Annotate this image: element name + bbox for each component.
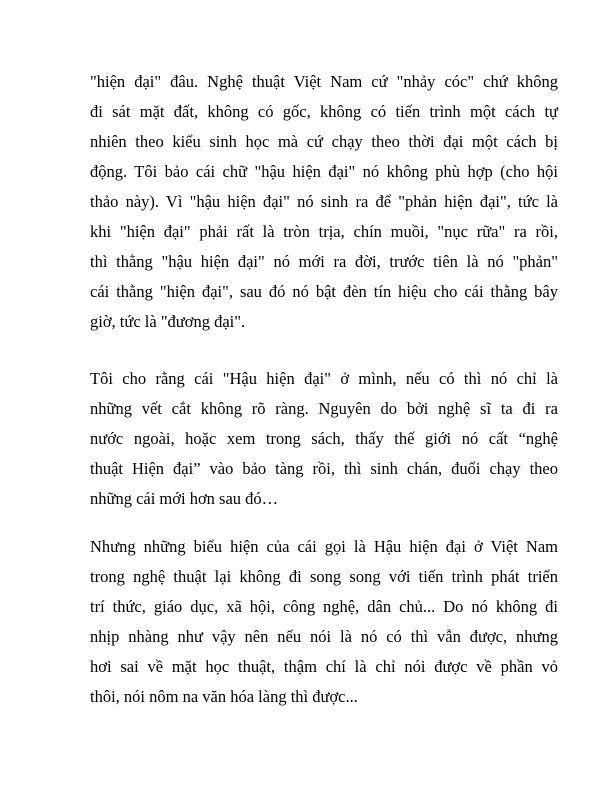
text-line: thôi, nói nôm na văn hóa làng thì được... (90, 687, 358, 706)
text-line: giờ, tức là "đương đại". (90, 312, 246, 331)
text-line: thảo này). Vì "hậu hiện đại" nó sinh ra để "phản hiện đại", tức là (90, 192, 558, 211)
text-line: nước ngoài, hoặc xem trong sách, thấy thế giới nó cất “nghệ (90, 429, 558, 448)
text-line: nhịp nhàng như vậy nên nếu nói là nó có thì vẫn được, nhưng (90, 627, 558, 646)
text-line: "hiện đại" đâu. Nghệ thuật Việt Nam cứ "nhảy cóc" chứ không (90, 72, 558, 91)
text-line: thuật Hiện đại” vào bảo tàng rồi, thì sinh chán, đuổi chạy theo (90, 459, 558, 478)
text-line: thì thằng "hậu hiện đại" nó mới ra đời, trước tiên là nó "phản" (90, 252, 558, 271)
text-line: cái thằng "hiện đại", sau đó nó bật đèn tín hiệu cho cái thằng bây (90, 282, 558, 301)
text-line: những cái mới hơn sau đó… (90, 489, 279, 508)
text-line: những vết cắt không rõ ràng. Nguyên do bởi nghệ sĩ ta đi ra (90, 399, 558, 418)
text-line: nhiên theo kiểu sinh học mà cứ chạy theo thời đại một cách bị (90, 132, 558, 151)
text-line: Tôi cho rằng cái "Hậu hiện đại" ở mình, nếu có thì nó chỉ là (90, 369, 558, 388)
text-line: trong nghệ thuật lại không đi song song với tiến trình phát triển (90, 567, 558, 586)
text-line: Nhưng những biểu hiện của cái gọi là Hậu hiện đại ở Việt Nam (90, 537, 558, 556)
text-line: đi sát mặt đất, không có gốc, không có tiến trình một cách tự (90, 102, 558, 121)
text-line: động. Tôi bảo cái chữ "hậu hiện đại" nó không phù hợp (cho hội (90, 162, 558, 181)
text-line: khi "hiện đại" phải rất là tròn trịa, chín muồi, "nục rữa" ra rồi, (90, 222, 558, 241)
text-line: trí thức, giáo dục, xã hội, công nghệ, dân chủ... Do nó không đi (90, 597, 558, 616)
text-line: hơi sai về mặt học thuật, thậm chí là chỉ nói được về phần vỏ (90, 657, 558, 676)
